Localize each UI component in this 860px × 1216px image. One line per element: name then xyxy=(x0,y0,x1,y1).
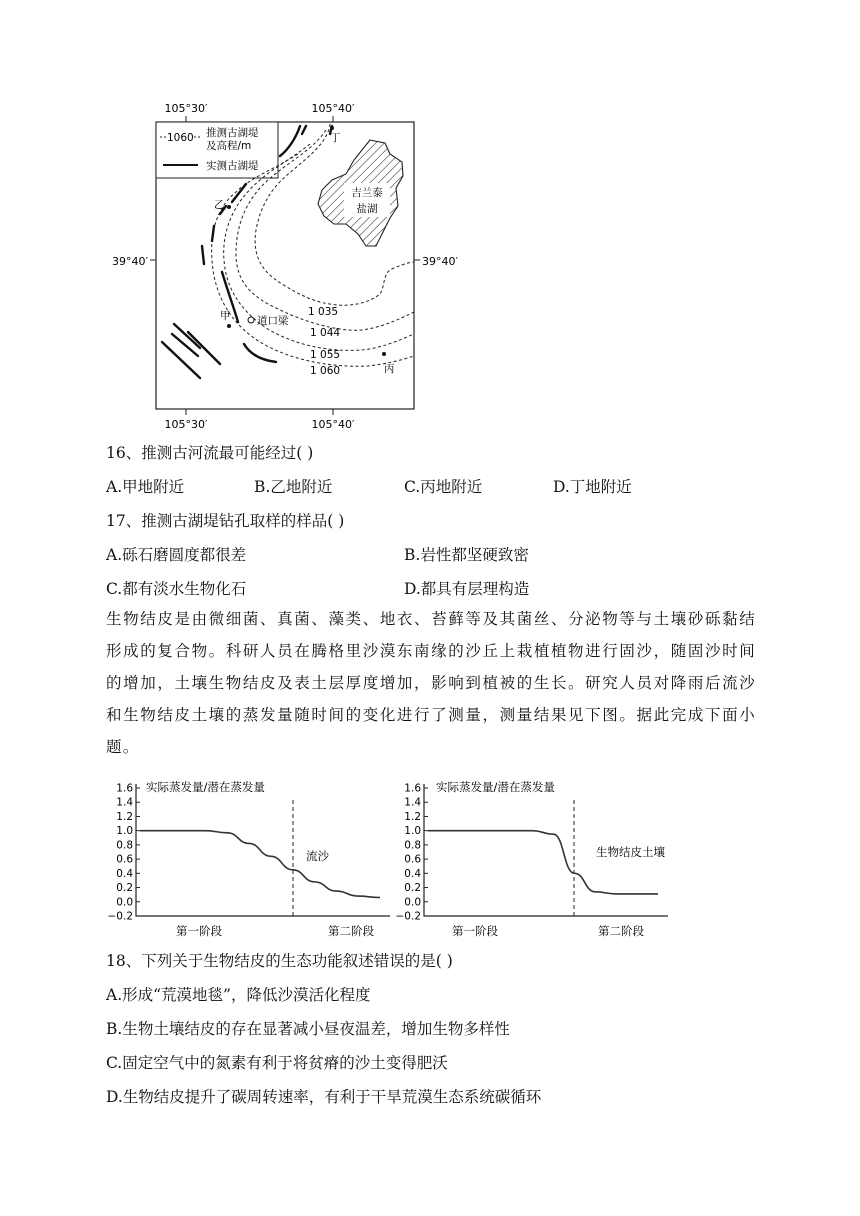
q16-option-b: B.乙地附近 xyxy=(254,478,333,496)
place-daokouliang-marker xyxy=(248,317,254,323)
legend-dashed-label: 推测古湖堤 xyxy=(206,127,259,139)
y-tick-label: 1.0 xyxy=(404,825,421,838)
y-tick-label: 0.8 xyxy=(404,839,421,852)
place-yi-marker xyxy=(227,205,231,209)
place-jia-marker xyxy=(227,324,231,328)
q18-option-d: D.生物结皮提升了碳周转速率，有利于干旱荒漠生态系统碳循环 xyxy=(106,1088,542,1106)
q17-option-a: A.砾石磨圆度都很差 xyxy=(106,546,247,564)
place-bing: 丙 xyxy=(384,363,395,375)
place-bing-marker xyxy=(382,352,386,356)
y-tick-label: −0.2 xyxy=(395,910,421,923)
y-tick-label: 0.0 xyxy=(404,896,421,909)
series-label: 流沙 xyxy=(306,849,329,863)
place-yi: 乙 xyxy=(214,199,225,211)
x-label-stage-1: 第一阶段 xyxy=(452,924,498,938)
q16-stem: 16、推测古河流最可能经过( ) xyxy=(106,444,314,462)
place-jia: 甲 xyxy=(220,310,231,322)
lake-label: 吉兰泰 xyxy=(351,187,383,199)
series-line xyxy=(140,831,380,898)
y-tick-label: 1.6 xyxy=(404,782,421,795)
q18-stem: 18、下列关于生物结皮的生态功能叙述错误的是( ) xyxy=(106,952,453,970)
coord-bottom-right: 105°40′ xyxy=(311,418,355,431)
y-tick-label: 0.0 xyxy=(116,896,133,909)
q18-option-a: A.形成“荒漠地毯”，降低沙漠活化程度 xyxy=(106,986,371,1004)
y-tick-label: 1.6 xyxy=(116,782,133,795)
q17-option-b: B.岩性都坚硬致密 xyxy=(404,546,529,564)
map-legend xyxy=(156,122,278,178)
series-label: 生物结皮土壤 xyxy=(596,845,665,859)
q16-option-d: D.丁地附近 xyxy=(553,478,632,496)
coord-left: 39°40′ xyxy=(112,255,148,268)
y-tick-label: 0.2 xyxy=(404,882,421,895)
y-tick-label: 0.2 xyxy=(116,882,133,895)
contour-label: 1 044 xyxy=(310,327,341,339)
y-tick-label: 0.8 xyxy=(116,839,133,852)
y-tick-label: 1.4 xyxy=(404,796,421,809)
coord-right: 39°40′ xyxy=(422,255,458,268)
q17-stem: 17、推测古湖堤钻孔取样的样品( ) xyxy=(106,512,345,530)
y-tick-label: 1.0 xyxy=(116,825,133,838)
legend-dashed-number: 1060 xyxy=(167,132,194,144)
place-ding-marker xyxy=(330,126,334,130)
y-tick-label: 1.4 xyxy=(116,796,133,809)
y-tick-label: 0.6 xyxy=(404,853,421,866)
chart-title: 实际蒸发量/潜在蒸发量 xyxy=(436,780,555,794)
contour-label: 1 060 xyxy=(310,365,341,377)
q18-option-b: B.生物土壤结皮的存在显著减小昼夜温差，增加生物多样性 xyxy=(106,1020,510,1038)
legend-dashed-label-2: 及高程/m xyxy=(206,140,252,152)
evaporation-chart-crust xyxy=(392,772,692,944)
series-line xyxy=(428,831,658,894)
q16-option-a: A.甲地附近 xyxy=(106,478,185,496)
y-tick-label: 0.6 xyxy=(116,853,133,866)
x-label-stage-2: 第二阶段 xyxy=(328,924,374,938)
place-daokouliang: 道口梁 xyxy=(257,315,289,327)
q17-option-d: D.都具有层理构造 xyxy=(404,580,530,598)
coord-top-right: 105°40′ xyxy=(311,102,355,115)
y-tick-label: 1.2 xyxy=(404,810,421,823)
q16-option-c: C.丙地附近 xyxy=(404,478,483,496)
contour-label: 1 035 xyxy=(308,306,339,318)
y-tick-label: 0.4 xyxy=(116,867,133,880)
y-tick-label: 0.4 xyxy=(404,867,421,880)
y-tick-label: 1.2 xyxy=(116,810,133,823)
chart-axes xyxy=(136,784,390,916)
q17-option-c: C.都有淡水生物化石 xyxy=(106,580,247,598)
legend-solid-label: 实测古湖堤 xyxy=(206,160,259,172)
chart-title: 实际蒸发量/潜在蒸发量 xyxy=(146,780,265,794)
contour-label: 1 055 xyxy=(310,349,341,361)
evaporation-chart-sand xyxy=(100,772,400,944)
coord-bottom-left: 105°30′ xyxy=(164,418,208,431)
place-ding: 丁 xyxy=(330,132,341,144)
lake-map xyxy=(100,96,470,432)
y-tick-label: −0.2 xyxy=(107,910,133,923)
lake-label-2: 盐湖 xyxy=(356,203,378,215)
q18-option-c: C.固定空气中的氮素有利于将贫瘠的沙土变得肥沃 xyxy=(106,1054,448,1072)
reading-passage: 生物结皮是由微细菌、真菌、藻类、地衣、苔藓等及其菌丝、分泌物等与土壤砂砾黏结形成的复合物。科研人员在腾格里沙漠东南缘的沙丘上栽植植物进行固沙，随固沙时间的增加，土壤生物结皮及表土层厚度增加，影响到植被的生长。研究人员对降雨后流沙和生物结皮土壤的蒸发量随时间的变化进行了测量，测量结果见下图。据此完成下面小题。 xyxy=(106,610,756,756)
coord-top-left: 105°30′ xyxy=(164,102,208,115)
x-label-stage-1: 第一阶段 xyxy=(176,924,222,938)
x-label-stage-2: 第二阶段 xyxy=(598,924,644,938)
